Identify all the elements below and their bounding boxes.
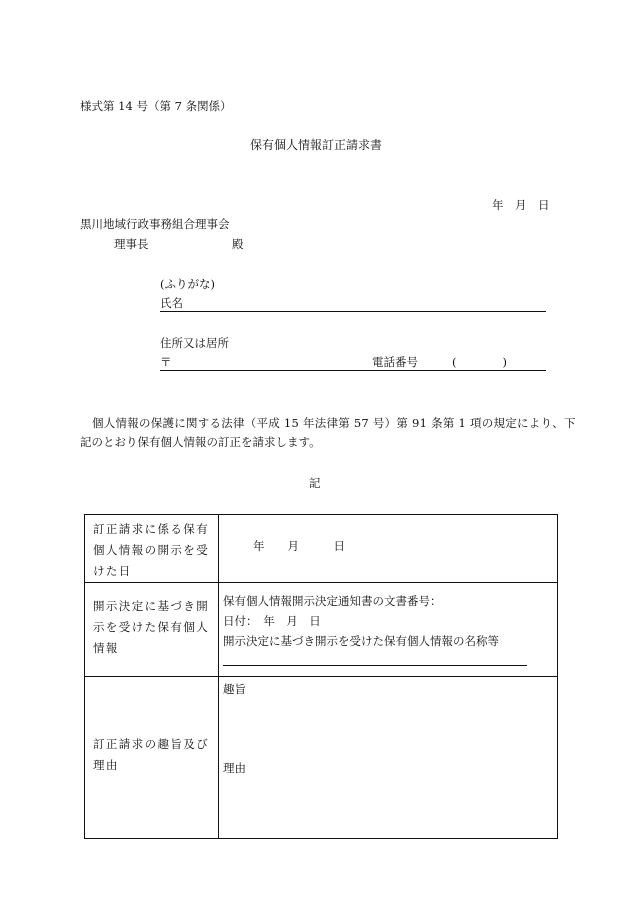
row1-label: 訂正請求に係る保有個人情報の開示を受けた日 [93,522,210,578]
row3-label-cell [85,677,219,839]
row2-label-cell [85,583,219,677]
row2-document-number: 保有個人情報開示決定通知書の文書番号： [223,594,442,608]
table-row-disclosure-date [85,515,558,583]
form-number: 様式第 14 号（第 7 条関係） [80,99,232,113]
request-statement-line-1: 個人情報の保護に関する法律（平成 15 年法律第 57 号）第 91 条第 1 項の規定により、下 [92,416,576,430]
addressee-honorific: 殿 [232,237,244,251]
name-underline [160,311,546,312]
row3-label: 訂正請求の趣旨及び理由 [93,737,210,772]
postal-mark: 〒 [160,355,172,369]
row3-purpose-label: 趣旨 [223,682,246,696]
name-label: 氏名 [160,296,183,310]
table-row-purpose-reason [85,677,558,839]
furigana-label: (ふりがな) [160,277,215,291]
addressee-title: 理事長 [114,237,149,251]
ki-heading: 記 [309,476,321,490]
row1-value-cell [219,515,558,583]
phone-label: 電話番号 [372,355,418,369]
address-underline [160,370,546,371]
row3-value-cell [219,677,558,839]
addressee-organization: 黒川地域行政事務組合理事会 [80,217,230,231]
row2-underline [223,665,527,666]
request-date-line: 年 月 日 [492,198,550,212]
document-title: 保有個人情報訂正請求書 [250,138,383,152]
row2-label: 開示決定に基づき開示を受けた保有個人情報 [93,599,210,655]
row2-value-cell [219,583,558,677]
request-details-table [84,514,558,839]
request-statement-line-2: 記のとおり保有個人情報の訂正を請求します。 [80,435,321,449]
row2-info-name: 開示決定に基づき開示を受けた保有個人情報の名称等 [223,634,499,648]
address-label: 住所又は居所 [160,336,229,350]
row1-label-cell [85,515,219,583]
table-row-disclosed-info [85,583,558,677]
row1-date-value: 年 月 日 [253,539,345,553]
row2-date: 日付： 年 月 日 [223,614,321,628]
row3-reason-label: 理由 [223,761,246,775]
phone-parentheses: ( ) [452,355,507,369]
